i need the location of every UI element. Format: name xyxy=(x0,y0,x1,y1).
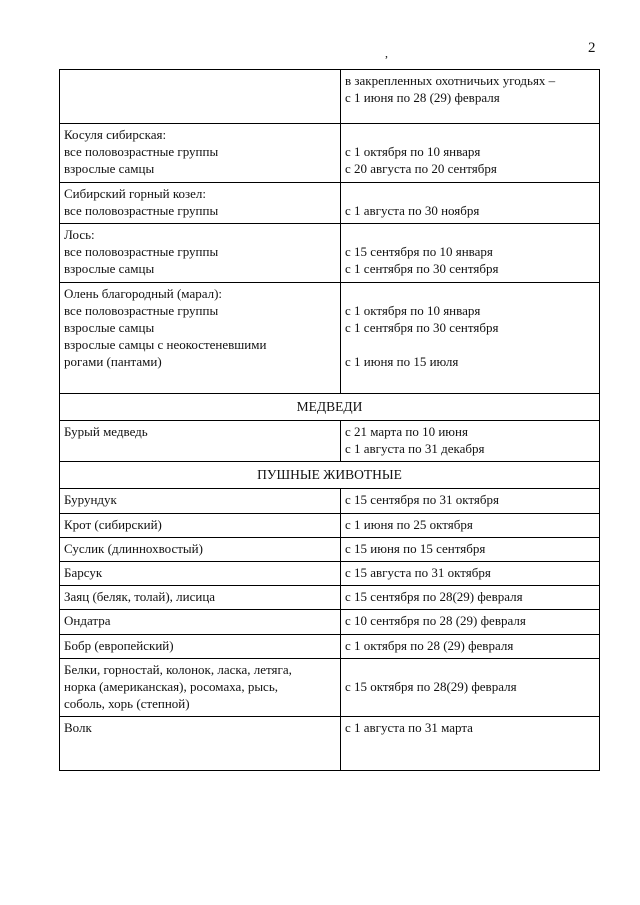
table-row xyxy=(60,224,600,283)
season-cell xyxy=(341,420,600,461)
season-cell xyxy=(341,224,600,283)
species-line: Лось: xyxy=(64,227,95,243)
table-row xyxy=(60,562,600,586)
season-line xyxy=(345,285,595,302)
species-line: рогами (пантами) xyxy=(64,354,162,370)
species-cell xyxy=(60,658,341,717)
table-row xyxy=(60,610,600,634)
species-line: Заяц (беляк, толай), лисица xyxy=(64,589,216,605)
species-line: Бурый медведь xyxy=(64,423,148,439)
season-line: с 1 июня по 28 (29) февраля xyxy=(345,90,500,106)
season-line: в закрепленных охотничьих угодьях – xyxy=(345,73,556,88)
species-cell xyxy=(60,224,341,283)
hunting-seasons-table xyxy=(59,69,600,771)
season-line xyxy=(345,336,595,353)
species-cell xyxy=(60,537,341,561)
species-line: норка (американская), росомаха, рысь, xyxy=(64,679,278,695)
season-line: с 15 сентября по 10 января xyxy=(345,244,493,260)
table-row xyxy=(60,658,600,717)
season-line xyxy=(345,185,595,202)
table-row xyxy=(60,717,600,771)
season-line: с 1 октября по 28 (29) февраля xyxy=(345,637,514,653)
section-row xyxy=(60,393,600,420)
table-row xyxy=(60,489,600,513)
season-cell xyxy=(341,282,600,393)
species-cell xyxy=(60,182,341,223)
season-line: с 15 октября по 28(29) февраля xyxy=(345,679,517,695)
season-cell xyxy=(341,586,600,610)
species-line: взрослые самцы xyxy=(64,261,155,277)
species-line: Косуля сибирская: xyxy=(64,127,167,142)
season-line: с 15 июня по 15 сентября xyxy=(345,540,486,556)
table-row xyxy=(60,124,600,183)
season-cell xyxy=(341,182,600,223)
species-cell xyxy=(60,420,341,461)
species-line: взрослые самцы с неокостеневшими xyxy=(64,337,267,353)
species-cell xyxy=(60,610,341,634)
season-cell xyxy=(341,489,600,513)
species-line: соболь, хорь (степной) xyxy=(64,696,190,712)
season-cell xyxy=(341,513,600,537)
page-mark: , xyxy=(385,46,388,60)
species-line: Барсук xyxy=(64,565,103,581)
species-line: Белки, горностай, колонок, ласка, летяга, xyxy=(64,661,292,677)
season-line: с 10 сентября по 28 (29) февраля xyxy=(345,613,526,629)
species-line: Олень благородный (марал): xyxy=(64,285,223,301)
season-line: с 1 сентября по 30 сентября xyxy=(345,261,499,277)
season-line: с 1 октября по 10 января xyxy=(345,302,481,318)
season-line: с 1 июня по 15 июля xyxy=(345,354,459,370)
species-cell xyxy=(60,282,341,393)
species-line: Бобр (европейский) xyxy=(64,637,174,653)
section-heading-fur-animals: ПУШНЫЕ ЖИВОТНЫЕ xyxy=(60,462,600,489)
season-line: с 21 марта по 10 июня xyxy=(345,423,468,439)
season-line xyxy=(345,226,595,243)
table-row xyxy=(60,70,600,124)
species-cell xyxy=(60,586,341,610)
table-row xyxy=(60,537,600,561)
species-line: Волк xyxy=(64,720,92,736)
species-line: взрослые самцы xyxy=(64,161,155,177)
table-row xyxy=(60,182,600,223)
species-cell xyxy=(60,634,341,658)
table-row xyxy=(60,634,600,658)
section-heading-bears: МЕДВЕДИ xyxy=(60,393,600,420)
season-line: с 1 августа по 30 ноября xyxy=(345,202,480,218)
table-row xyxy=(60,282,600,393)
species-line: Ондатра xyxy=(64,613,111,629)
species-line: взрослые самцы xyxy=(64,320,155,336)
species-cell xyxy=(60,562,341,586)
season-line xyxy=(345,661,595,678)
species-line: Суслик (длиннохвостый) xyxy=(64,540,203,556)
season-line: с 1 июня по 25 октября xyxy=(345,516,473,532)
season-cell xyxy=(341,70,600,124)
season-cell xyxy=(341,562,600,586)
season-line xyxy=(345,126,595,143)
table-row xyxy=(60,513,600,537)
season-cell xyxy=(341,124,600,183)
season-line: с 15 августа по 31 октября xyxy=(345,565,491,581)
season-cell xyxy=(341,537,600,561)
season-line: с 20 августа по 20 сентября xyxy=(345,161,497,177)
species-cell xyxy=(60,717,341,771)
species-line: все половозрастные группы xyxy=(64,144,219,160)
species-cell xyxy=(60,489,341,513)
season-cell xyxy=(341,658,600,717)
species-line: все половозрастные группы xyxy=(64,244,219,260)
season-cell xyxy=(341,634,600,658)
species-line: все половозрастные группы xyxy=(64,202,219,218)
species-line: все половозрастные группы xyxy=(64,302,219,318)
season-line: с 1 августа по 31 декабря xyxy=(345,441,485,457)
species-cell xyxy=(60,70,341,124)
season-line: с 1 сентября по 30 сентября xyxy=(345,320,499,336)
page-number: 2 xyxy=(588,40,596,56)
season-line: с 1 октября по 10 января xyxy=(345,144,481,160)
season-line: с 1 августа по 31 марта xyxy=(345,720,473,736)
species-line: Крот (сибирский) xyxy=(64,516,162,532)
season-line: с 15 сентября по 31 октября xyxy=(345,492,499,508)
species-line: Сибирский горный козел: xyxy=(64,185,207,201)
species-cell xyxy=(60,124,341,183)
table-row xyxy=(60,420,600,461)
section-row xyxy=(60,462,600,489)
season-cell xyxy=(341,717,600,771)
table-row xyxy=(60,586,600,610)
species-cell xyxy=(60,513,341,537)
season-line: с 15 сентября по 28(29) февраля xyxy=(345,589,523,605)
season-cell xyxy=(341,610,600,634)
species-line: Бурундук xyxy=(64,492,117,508)
